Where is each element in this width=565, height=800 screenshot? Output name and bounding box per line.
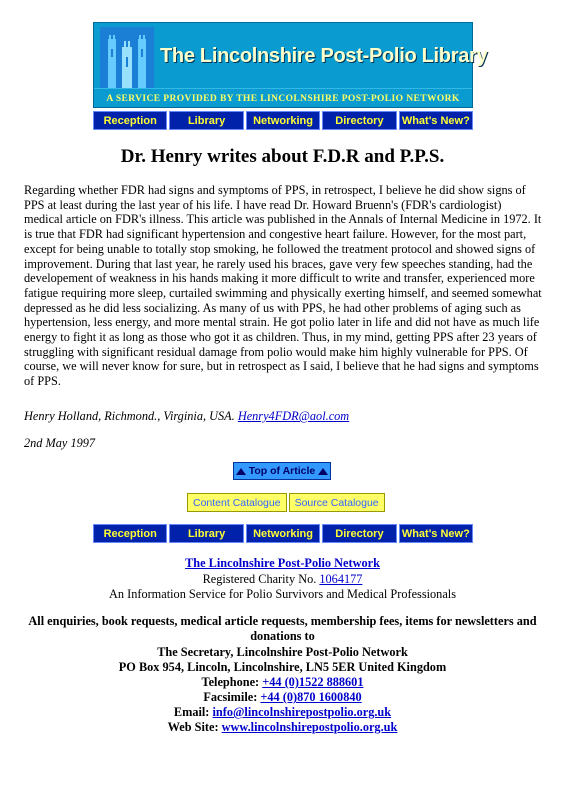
charity-number-link[interactable]: 1064177 xyxy=(319,572,363,586)
signature-text: Henry Holland, Richmond., Virginia, USA. xyxy=(24,409,238,423)
cathedral-towers-icon xyxy=(100,27,154,91)
nav-directory-button[interactable]: Directory xyxy=(322,524,396,543)
footer-org xyxy=(0,556,565,571)
nav-library-button[interactable]: Library xyxy=(169,111,243,130)
footer-fax xyxy=(0,690,565,705)
top-navigation xyxy=(93,111,473,130)
telephone-label: Telephone: xyxy=(201,675,263,689)
author-signature xyxy=(24,409,349,424)
footer-address: PO Box 954, Lincoln, Lincolnshire, LN5 5ER United Kingdom xyxy=(118,660,447,674)
nav-networking-button[interactable]: Networking xyxy=(246,524,320,543)
triangle-up-icon xyxy=(318,468,328,475)
triangle-up-icon xyxy=(236,468,246,475)
footer-info-service: An Information Service for Polio Survivors and Medical Professionals xyxy=(109,587,456,601)
banner-title: The Lincolnshire Post-Polio Library xyxy=(160,45,488,67)
telephone-link[interactable]: +44 (0)1522 888601 xyxy=(262,675,364,689)
content-catalogue-button[interactable]: Content Catalogue xyxy=(187,493,287,512)
footer-charity xyxy=(0,572,565,587)
nav-networking-button[interactable]: Networking xyxy=(246,111,320,130)
website-link[interactable]: www.lincolnshirepostpolio.org.uk xyxy=(221,720,398,734)
nav-reception-button[interactable]: Reception xyxy=(93,111,167,130)
charity-label: Registered Charity No. xyxy=(202,572,320,586)
nav-library-button[interactable]: Library xyxy=(169,524,243,543)
article-body: Regarding whether FDR had signs and symptoms of PPS, in retrospect, I believe he did show signs of PPS at least during the last year of his life. I have read Dr. Howard Bruenn's (FDR's cardiologist) medical article on FDR's illness. This article was published in the Annals of Internal Medicine in 1972. It is true that FDR had significant hypertension and congestive heart failure. However, for the most part, except for being unable to totally stop smoking, he followed the treatment protocol and showed signs of improvement. During that last year, he rarely used his braces, gave very few speeches standing, had the developement of weakness in his hands making it more difficult to write and transfer, experienced more fatigue requiring more sleep, curtailed swimming and physically exerting himself, and seemed somewhat depressed as he did less socializing. As many of us with PPS, he had other problems of aging such as hypertension, less energy, and more mental strain. He got polio later in life and did not have as much life energy to fight it as long as those who got it as children. Thus, in my mind, getting PPS after 23 years of struggling with significant residual damage from polio would make him highly vulnerable for PPS. Of course, we will never know for sure, but in retrospect as I said, I believe that he had signs and symptoms of PPS. xyxy=(24,183,542,389)
nav-reception-button[interactable]: Reception xyxy=(93,524,167,543)
footer-website xyxy=(0,720,565,735)
footer-enquiries: All enquiries, book requests, medical article requests, membership fees, items for newsletters and donations to xyxy=(28,614,537,643)
nav-directory-button[interactable]: Directory xyxy=(322,111,396,130)
website-label: Web Site: xyxy=(167,720,222,734)
article-date: 2nd May 1997 xyxy=(24,436,96,450)
footer-secretary: The Secretary, Lincolnshire Post-Polio Network xyxy=(157,645,408,659)
author-email-link[interactable]: Henry4FDR@aol.com xyxy=(237,409,350,423)
fax-link[interactable]: +44 (0)870 1600840 xyxy=(260,690,362,704)
top-of-article-label: Top of Article xyxy=(248,465,316,477)
bottom-navigation xyxy=(93,524,473,543)
site-banner xyxy=(93,22,488,108)
fax-label: Facsimile: xyxy=(203,690,261,704)
nav-whats-new-button[interactable]: What's New? xyxy=(399,111,473,130)
org-home-link[interactable]: The Lincolnshire Post-Polio Network xyxy=(185,556,380,570)
email-link[interactable]: info@lincolnshirepostpolio.org.uk xyxy=(212,705,392,719)
catalogue-links xyxy=(187,493,385,512)
footer-telephone xyxy=(0,675,565,690)
top-of-article-button[interactable] xyxy=(233,462,331,480)
banner-tagline: A SERVICE PROVIDED BY THE LINCOLNSHIRE POST-POLIO NETWORK xyxy=(106,94,460,104)
nav-whats-new-button[interactable]: What's New? xyxy=(399,524,473,543)
email-label: Email: xyxy=(173,705,213,719)
source-catalogue-button[interactable]: Source Catalogue xyxy=(289,493,385,512)
footer-email xyxy=(0,705,565,720)
page-title: Dr. Henry writes about F.D.R and P.P.S. xyxy=(120,146,445,167)
